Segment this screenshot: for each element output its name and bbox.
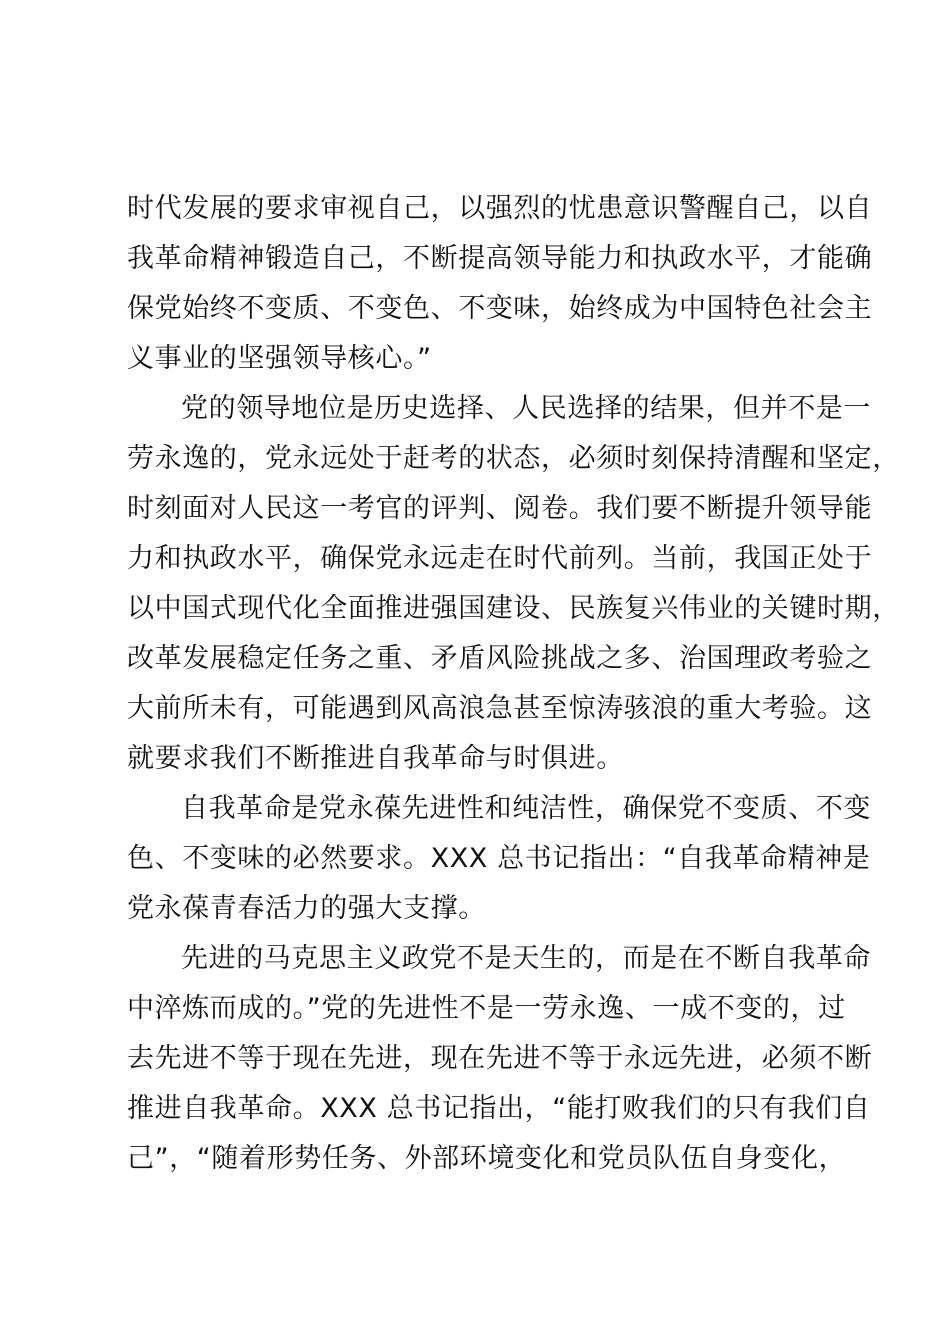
text-line: 党永葆青春活力的强大支撑。 xyxy=(127,893,486,924)
document-body xyxy=(127,184,900,1184)
text-line: 推进自我革命。XXX 总书记指出，“能打败我们的只有我们自 xyxy=(127,1093,871,1124)
text-line: 大前所未有，可能遇到风高浪急甚至惊涛骇浪的重大考验。这 xyxy=(127,693,873,724)
text-line: 时代发展的要求审视自己，以强烈的忧患意识警醒自己，以自 xyxy=(127,193,873,224)
text-line: 我革命精神锻造自己，不断提高领导能力和执政水平，才能确 xyxy=(127,243,873,274)
text-line: 己”，“随着形势任务、外部环境变化和党员队伍自身变化， xyxy=(127,1143,847,1174)
text-line: 劳永逸的，党永远处于赶考的状态，必须时刻保持清醒和坚定， xyxy=(127,443,900,474)
paragraph-first-line: 自我革命是党永葆先进性和纯洁性，确保党不变质、不变 xyxy=(181,793,871,824)
paragraph-first-line: 先进的马克思主义政党不是天生的，而是在不断自我革命 xyxy=(181,943,871,974)
text-line: 保党始终不变质、不变色、不变味，始终成为中国特色社会主 xyxy=(127,293,873,324)
text-line: 改革发展稳定任务之重、矛盾风险挑战之多、治国理政考验之 xyxy=(127,643,873,674)
text-line: 中淬炼而成的。”党的先进性不是一劳永逸、一成不变的，过 xyxy=(127,993,846,1024)
text-line: 以中国式现代化全面推进强国建设、民族复兴伟业的关键时期， xyxy=(127,593,900,624)
text-line: 色、不变味的必然要求。XXX 总书记指出：“自我革命精神是 xyxy=(127,843,871,874)
paragraph-first-line: 党的领导地位是历史选择、人民选择的结果，但并不是一 xyxy=(181,393,871,424)
text-line: 力和执政水平，确保党永远走在时代前列。当前，我国正处于 xyxy=(127,543,873,574)
text-line: 时刻面对人民这一考官的评判、阅卷。我们要不断提升领导能 xyxy=(127,493,873,524)
text-line: 去先进不等于现在先进，现在先进不等于永远先进，必须不断 xyxy=(127,1043,873,1074)
text-line: 就要求我们不断推进自我革命与时俱进。 xyxy=(127,743,624,774)
text-line: 义事业的坚强领导核心。” xyxy=(127,343,432,374)
